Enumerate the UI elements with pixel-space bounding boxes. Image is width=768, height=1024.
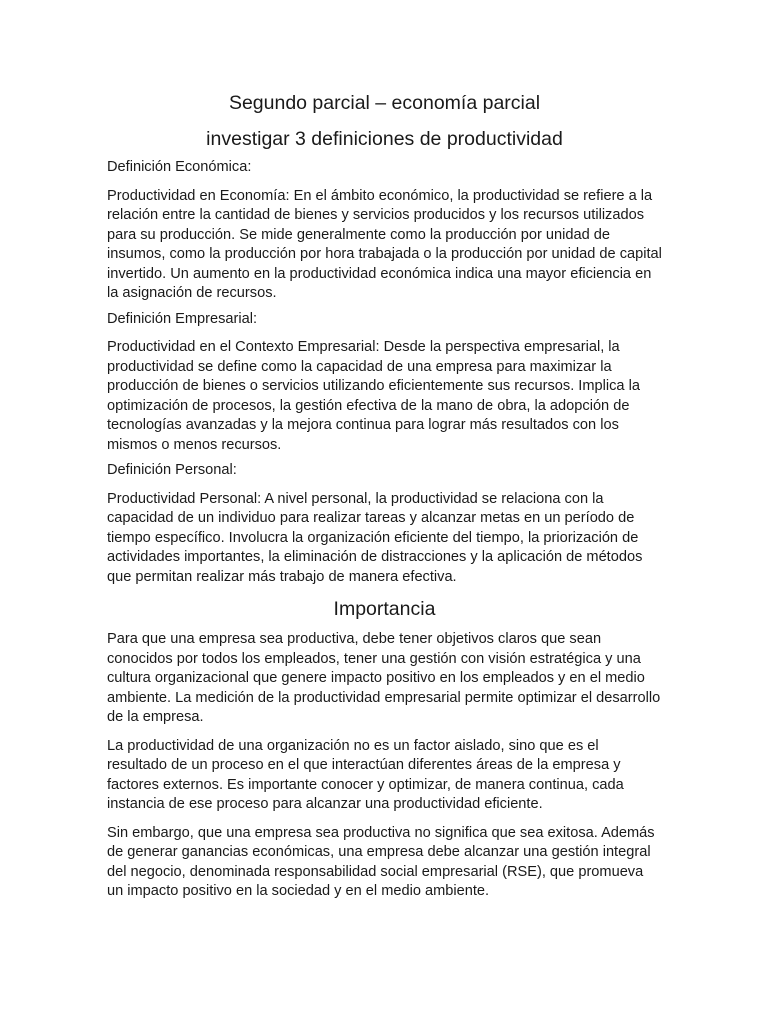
importance-paragraph: Para que una empresa sea productiva, debe tener objetivos claros que sean conocidos por todos los empleados, tener una gestión con visión estratégica y una cultura organizacional que genere impacto positivo en los empleados y en el medio ambiente. La medición de la productividad empresarial permite optimizar el desarrollo de la empresa. [107,631,661,725]
section-label-business: Definición Empresarial: [107,310,258,327]
section-text-personal: Productividad Personal: A nivel personal, la productividad se relaciona con la capacidad de un individuo para realizar tareas y alcanzar metas en un período de tiempo específico. Involucra la organización eficiente del tiempo, la priorización de actividades importantes, la eliminación de distracciones y la aplicación de métodos que permitan realizar más trabajo de manera efectiva. [107,490,643,585]
importance-paragraph: La productividad de una organización no es un factor aislado, sino que es el resultado de un proceso en el que interactúan diferentes áreas de la empresa y factores externos. Es importante conocer y optimizar, de manera continua, cada instancia de ese proceso para alcanzar una productividad eficiente. [107,737,624,812]
importance-heading: Importancia [333,598,436,620]
document-body [107,90,662,902]
section-label-economic: Definición Económica: [107,159,252,175]
importance-paragraph: Sin embargo, que una empresa sea productiva no significa que sea exitosa. Además de generar ganancias económicas, una empresa debe alcanzar una gestión integral del negocio, denominada responsabilidad social empresarial (RSE), que promueva un impacto positivo en la sociedad y en el medio ambiente. [107,824,655,899]
document-subtitle: investigar 3 definiciones de productividad [206,128,563,150]
section-text-business: Productividad en el Contexto Empresarial: Desde la perspectiva empresarial, la productividad se define como la capacidad de una empresa para maximizar la producción de bienes o servicios utilizando eficientemente sus recursos. Implica la optimización de procesos, la gestión efectiva de la mano de obra, la adopción de tecnologías avanzadas y la mejora continua para lograr más resultados con los mismos o menos recursos. [107,339,640,453]
section-text-economic: Productividad en Economía: En el ámbito económico, la productividad se refiere a la relación entre la cantidad de bienes y servicios producidos y los recursos utilizados para su producción. Se mide generalmente como la producción por unidad de insumos, como la producción por hora trabajada o la producción por unidad de capital invertido. Un aumento en la productividad económica indica una mayor eficiencia en la asignación de recursos. [107,187,662,301]
section-label-personal: Definición Personal: [107,462,237,478]
document-title: Segundo parcial – economía parcial [228,92,541,114]
